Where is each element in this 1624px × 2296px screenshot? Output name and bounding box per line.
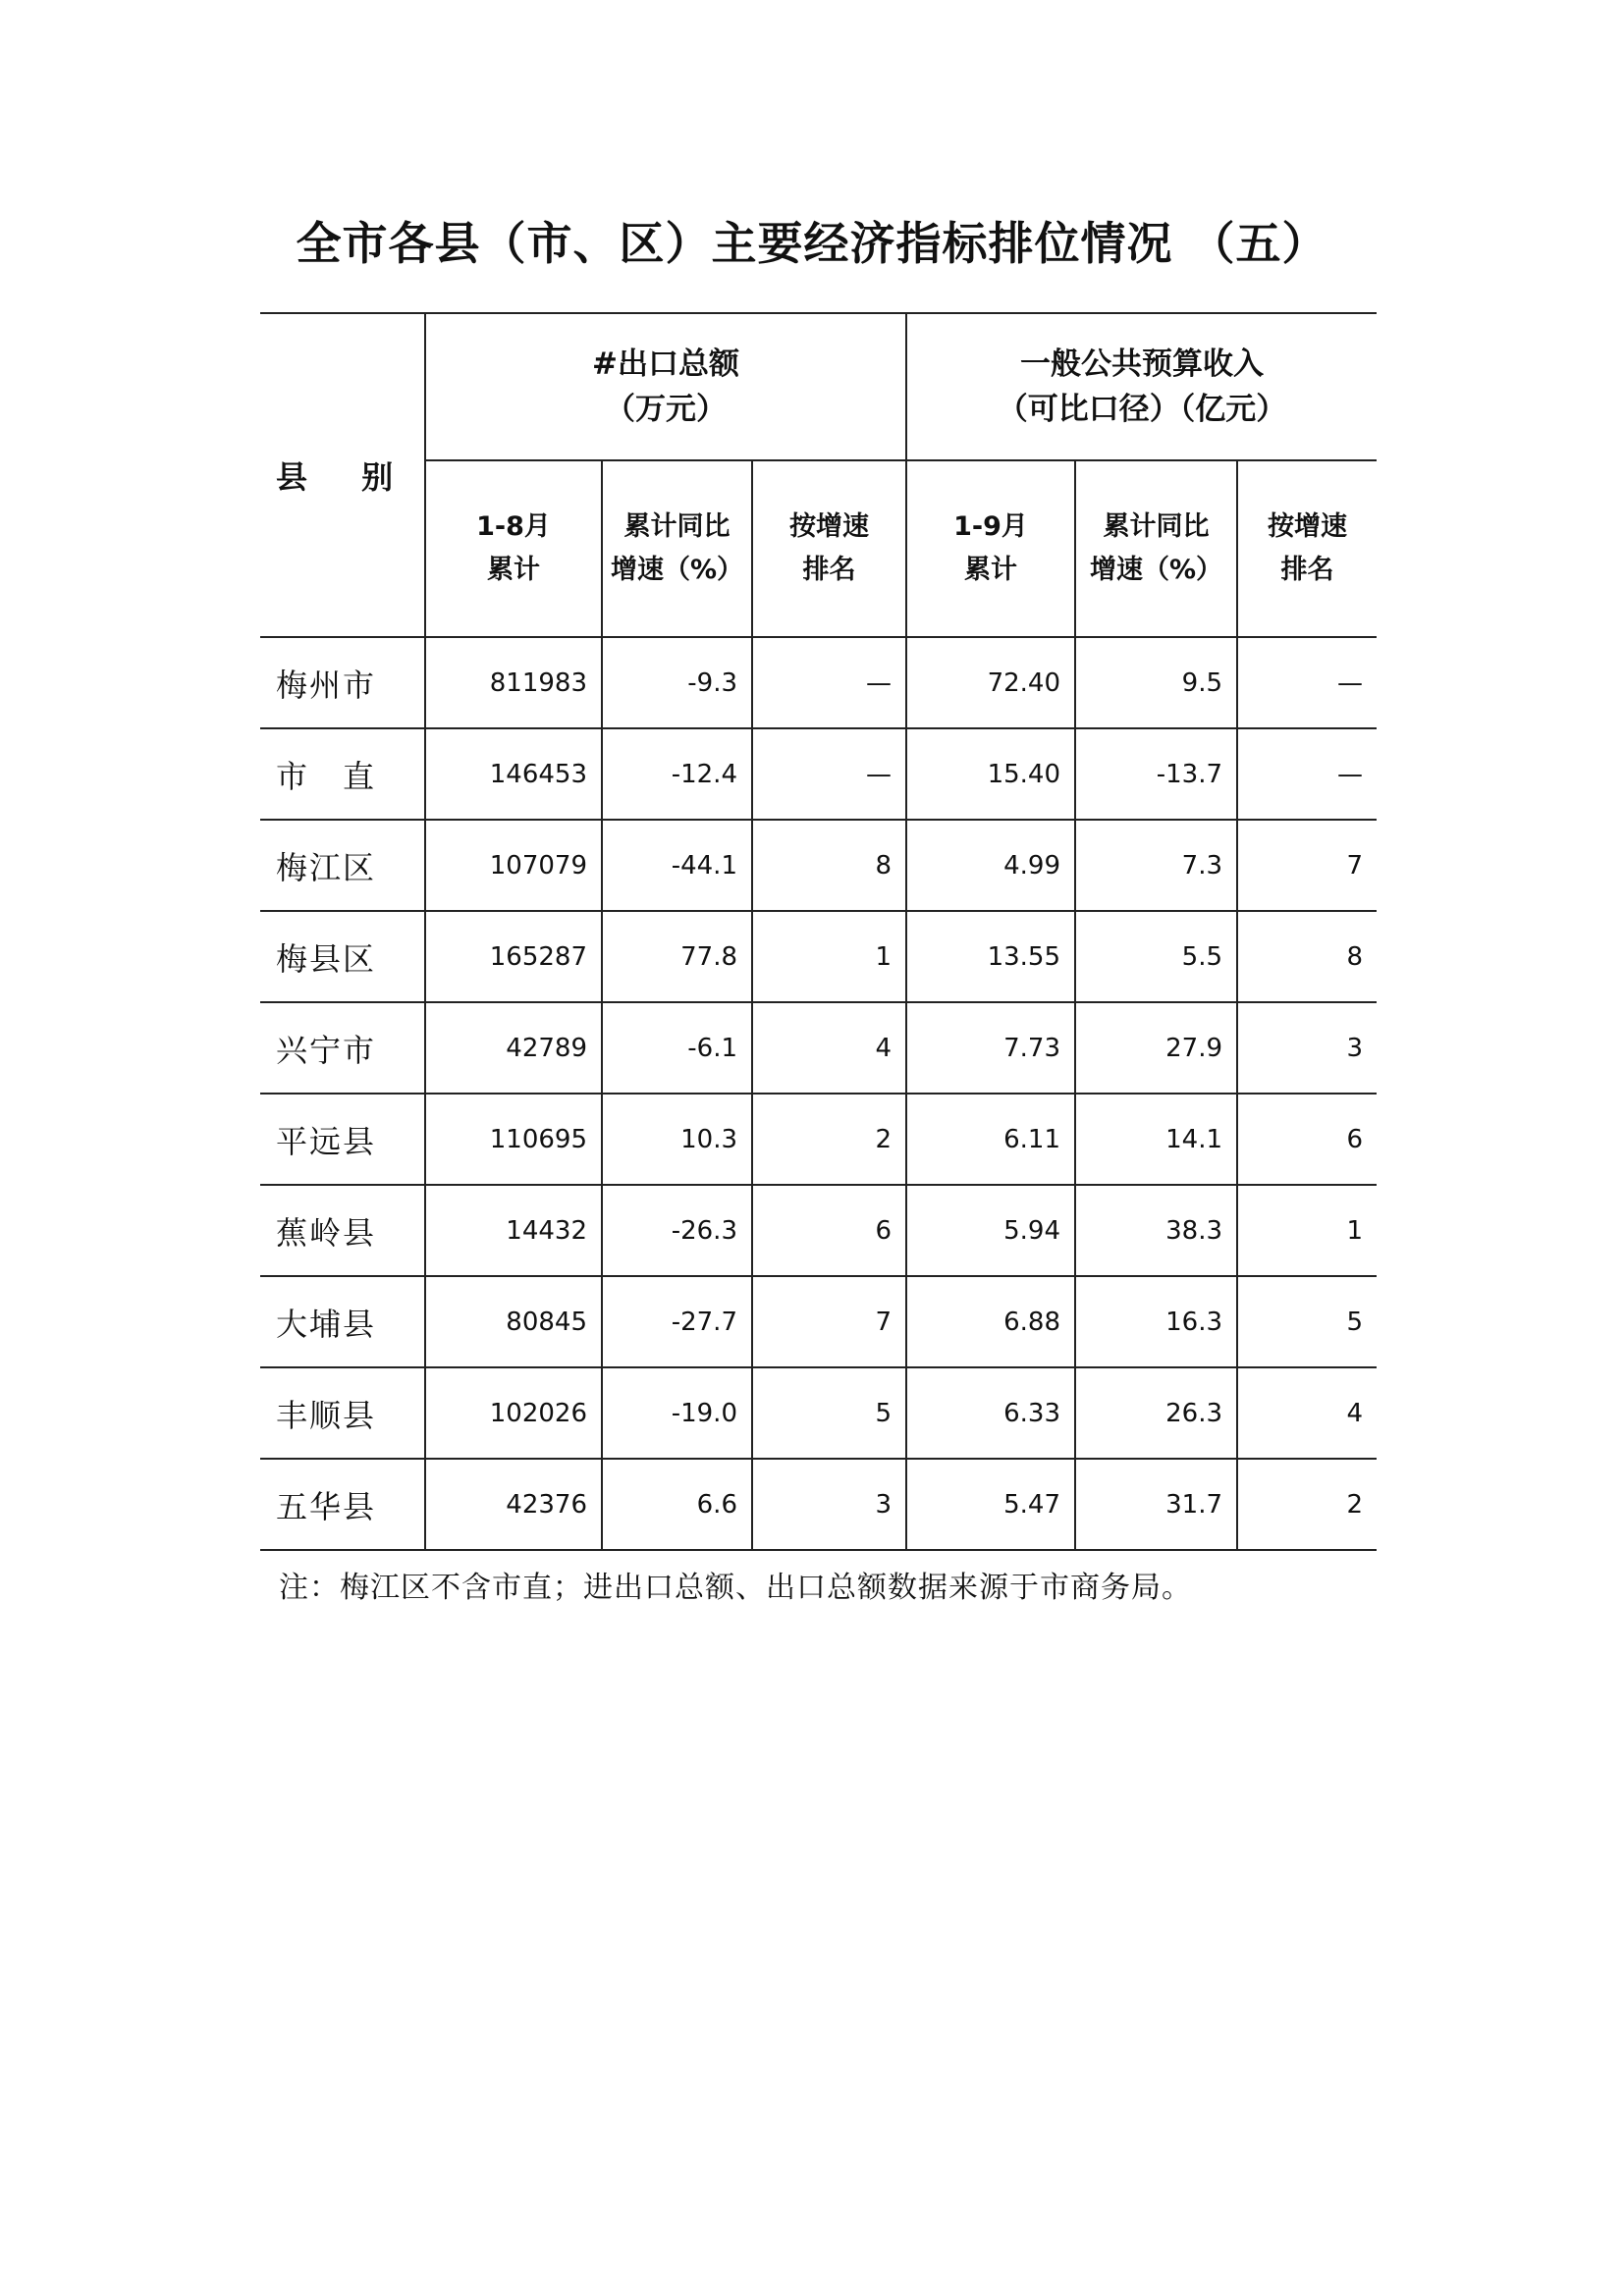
header-text: 增速（%） bbox=[1089, 555, 1223, 585]
budget-total: 7.73 bbox=[906, 1002, 1075, 1094]
budget-rank: 1 bbox=[1237, 1185, 1377, 1276]
budget-total: 4.99 bbox=[906, 820, 1075, 911]
header-text: 按增速 bbox=[1268, 511, 1348, 542]
export-rank: 1 bbox=[752, 911, 906, 1002]
budget-total: 6.88 bbox=[906, 1276, 1075, 1367]
header-text: 1-9月 bbox=[953, 511, 1028, 542]
budget-rank-header bbox=[1237, 460, 1377, 637]
header-text: 1-8月 bbox=[476, 511, 551, 542]
table-row bbox=[260, 820, 1377, 911]
budget-rank: — bbox=[1237, 637, 1377, 728]
table-row bbox=[260, 1094, 1377, 1185]
budget-growth: 27.9 bbox=[1075, 1002, 1237, 1094]
export-growth: -44.1 bbox=[602, 820, 752, 911]
budget-total: 6.11 bbox=[906, 1094, 1075, 1185]
budget-total: 13.55 bbox=[906, 911, 1075, 1002]
budget-rank: 2 bbox=[1237, 1459, 1377, 1550]
export-growth: -27.7 bbox=[602, 1276, 752, 1367]
budget-rank: 8 bbox=[1237, 911, 1377, 1002]
table-row bbox=[260, 911, 1377, 1002]
budget-growth: 38.3 bbox=[1075, 1185, 1237, 1276]
export-growth: -9.3 bbox=[602, 637, 752, 728]
header-text: 累计 bbox=[964, 555, 1018, 585]
county-name: 蕉岭县 bbox=[260, 1185, 425, 1276]
budget-growth: 31.7 bbox=[1075, 1459, 1237, 1550]
budget-total-header bbox=[906, 460, 1075, 637]
budget-total: 6.33 bbox=[906, 1367, 1075, 1459]
export-rank: 5 bbox=[752, 1367, 906, 1459]
export-total: 107079 bbox=[425, 820, 602, 911]
county-name: 平远县 bbox=[260, 1094, 425, 1185]
budget-rank: — bbox=[1237, 728, 1377, 820]
export-growth: -19.0 bbox=[602, 1367, 752, 1459]
export-growth: 10.3 bbox=[602, 1094, 752, 1185]
budget-total: 5.94 bbox=[906, 1185, 1075, 1276]
footnote: 注：梅江区不含市直；进出口总额、出口总额数据来源于市商务局。 bbox=[279, 1571, 1192, 1605]
header-text: 累计 bbox=[487, 555, 540, 585]
economic-indicator-table bbox=[260, 312, 1377, 1551]
budget-growth: 5.5 bbox=[1075, 911, 1237, 1002]
header-text: 排名 bbox=[1280, 555, 1334, 585]
budget-total: 15.40 bbox=[906, 728, 1075, 820]
county-name: 梅州市 bbox=[260, 637, 425, 728]
export-rank: 2 bbox=[752, 1094, 906, 1185]
county-name: 梅县区 bbox=[260, 911, 425, 1002]
export-rank: 4 bbox=[752, 1002, 906, 1094]
county-name: 兴宁市 bbox=[260, 1002, 425, 1094]
export-total: 80845 bbox=[425, 1276, 602, 1367]
header-text: 累计同比 bbox=[1103, 511, 1210, 542]
budget-header-line1: 一般公共预算收入 bbox=[1020, 347, 1265, 382]
export-rank: — bbox=[752, 637, 906, 728]
export-rank: 8 bbox=[752, 820, 906, 911]
export-total: 165287 bbox=[425, 911, 602, 1002]
header-text: 排名 bbox=[802, 555, 856, 585]
export-total: 102026 bbox=[425, 1367, 602, 1459]
county-name: 梅江区 bbox=[260, 820, 425, 911]
export-total-header bbox=[425, 460, 602, 637]
export-rank: 7 bbox=[752, 1276, 906, 1367]
county-name: 丰顺县 bbox=[260, 1367, 425, 1459]
export-rank-header bbox=[752, 460, 906, 637]
export-total: 42376 bbox=[425, 1459, 602, 1550]
export-growth: 6.6 bbox=[602, 1459, 752, 1550]
table-row bbox=[260, 1002, 1377, 1094]
page-title: 全市各县（市、区）主要经济指标排位情况 （五） bbox=[296, 217, 1328, 270]
county-name: 大埔县 bbox=[260, 1276, 425, 1367]
budget-growth: 26.3 bbox=[1075, 1367, 1237, 1459]
table-row bbox=[260, 728, 1377, 820]
header-text: 按增速 bbox=[789, 511, 869, 542]
table-row bbox=[260, 1367, 1377, 1459]
budget-group-header bbox=[906, 313, 1377, 460]
export-growth: -26.3 bbox=[602, 1185, 752, 1276]
table-row bbox=[260, 637, 1377, 728]
export-rank: — bbox=[752, 728, 906, 820]
export-total: 146453 bbox=[425, 728, 602, 820]
budget-header-line2: （可比口径）（亿元） bbox=[997, 392, 1287, 427]
budget-rank: 4 bbox=[1237, 1367, 1377, 1459]
budget-rank: 3 bbox=[1237, 1002, 1377, 1094]
table-row bbox=[260, 1276, 1377, 1367]
budget-total: 72.40 bbox=[906, 637, 1075, 728]
budget-growth: 9.5 bbox=[1075, 637, 1237, 728]
export-total: 42789 bbox=[425, 1002, 602, 1094]
export-header-line1: #出口总额 bbox=[592, 347, 739, 382]
budget-rank: 6 bbox=[1237, 1094, 1377, 1185]
export-total: 110695 bbox=[425, 1094, 602, 1185]
export-group-header bbox=[425, 313, 906, 460]
budget-total: 5.47 bbox=[906, 1459, 1075, 1550]
export-rank: 3 bbox=[752, 1459, 906, 1550]
budget-growth-header bbox=[1075, 460, 1237, 637]
export-total: 14432 bbox=[425, 1185, 602, 1276]
budget-rank: 5 bbox=[1237, 1276, 1377, 1367]
county-name: 市 直 bbox=[260, 728, 425, 820]
export-total: 811983 bbox=[425, 637, 602, 728]
budget-growth: 7.3 bbox=[1075, 820, 1237, 911]
header-text: 增速（%） bbox=[610, 555, 744, 585]
table-row bbox=[260, 1185, 1377, 1276]
export-growth: -12.4 bbox=[602, 728, 752, 820]
header-text: 累计同比 bbox=[623, 511, 731, 542]
county-column-header: 县 别 bbox=[260, 313, 425, 637]
budget-growth: 16.3 bbox=[1075, 1276, 1237, 1367]
export-growth: -6.1 bbox=[602, 1002, 752, 1094]
county-name: 五华县 bbox=[260, 1459, 425, 1550]
budget-growth: 14.1 bbox=[1075, 1094, 1237, 1185]
export-growth: 77.8 bbox=[602, 911, 752, 1002]
export-rank: 6 bbox=[752, 1185, 906, 1276]
export-header-line2: （万元） bbox=[605, 392, 727, 427]
export-growth-header bbox=[602, 460, 752, 637]
table-row bbox=[260, 1459, 1377, 1550]
budget-rank: 7 bbox=[1237, 820, 1377, 911]
budget-growth: -13.7 bbox=[1075, 728, 1237, 820]
